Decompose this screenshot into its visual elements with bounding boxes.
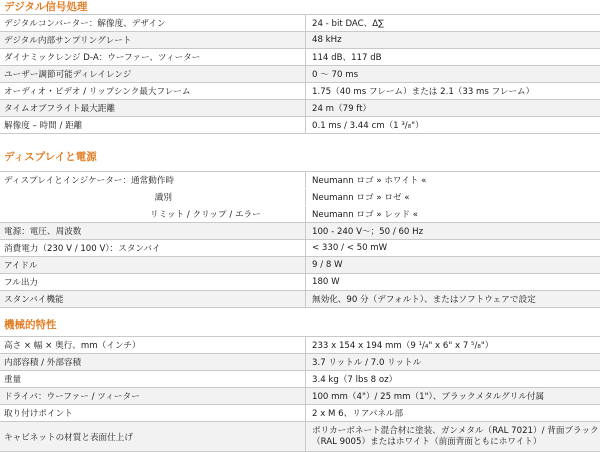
row-value: 3.4 kg（7 lbs 8 oz）: [305, 371, 600, 387]
table-row: [0, 14, 600, 31]
row-label: デジタル内部サンプリングレート: [4, 36, 132, 46]
row-label: 消費電力（230 V / 100 V）：スタンバイ: [4, 244, 161, 254]
row-value: 0.1 ms / 3.44 cm（1 ³/₈"）: [305, 117, 600, 133]
row-label: 重量: [4, 375, 22, 385]
table-row: [0, 353, 600, 370]
row-label: アイドル: [4, 261, 38, 271]
row-label: 内部容積 / 外部容積: [4, 358, 82, 368]
table-row: [0, 188, 600, 205]
row-label: ユーザー調節可能ディレイレンジ: [4, 70, 132, 80]
row-value: 48 kHz: [305, 32, 600, 48]
row-value: 9 / 8 W: [305, 257, 600, 273]
row-value: 100 mm（4"）/ 25 mm（1"）、ブラックメタルグリル付属: [305, 388, 600, 404]
spec-table: [0, 336, 600, 452]
row-value: 24 m（79 ft）: [305, 100, 600, 116]
spec-table: [0, 14, 600, 134]
row-value: 2 x M 6、リアパネル部: [305, 405, 600, 421]
row-label: リミット / クリップ / エラー: [150, 210, 261, 220]
table-row: [0, 370, 600, 387]
row-label: オーディオ・ビデオ / リップシンク最大フレーム: [4, 87, 191, 97]
table-row: [0, 171, 600, 188]
table-row: [0, 65, 600, 82]
table-row: [0, 222, 600, 239]
row-value: ポリカーボネート混合材に塗装、ガンメタル（RAL 7021）/ 背面ブラック（RAL 9005）またはホワイト（前面背面ともにホワイト）: [305, 422, 600, 451]
row-value: 0 ～ 70 ms: [305, 66, 600, 82]
table-row: [0, 273, 600, 290]
row-label: ダイナミックレンジ D-A：ウーファー、ツィーター: [4, 53, 201, 63]
row-value: 180 W: [305, 274, 600, 290]
table-row: [0, 421, 600, 452]
section-title: ディスプレイと電源: [4, 151, 97, 163]
row-label: 高さ × 幅 × 奥行、mm（インチ）: [4, 341, 141, 351]
row-label: タイムオブフライト最大距離: [4, 104, 116, 114]
row-value: Neumann ロゴ » レッド «: [305, 206, 600, 222]
table-row: [0, 290, 600, 308]
row-value: 1.75（40 ms フレーム）または 2.1（33 ms フレーム）: [305, 83, 600, 99]
table-row: [0, 205, 600, 222]
row-label: フル出力: [4, 278, 39, 288]
row-value: < 330 / < 50 mW: [305, 240, 600, 256]
table-row: [0, 116, 600, 134]
row-value: Neumann ロゴ » ロゼ «: [305, 189, 600, 205]
row-label: 取り付けポイント: [4, 409, 73, 419]
section-digital-signal-processing: [0, 0, 600, 134]
table-row: [0, 31, 600, 48]
section-display-and-power: [0, 150, 600, 308]
table-row: [0, 82, 600, 99]
table-row: [0, 48, 600, 65]
row-value: 114 dB、117 dB: [305, 49, 600, 65]
row-value: 3.7 リットル / 7.0 リットル: [305, 354, 600, 370]
row-label: ドライバ：ウーファー / ツィーター: [4, 392, 140, 402]
table-row: [0, 387, 600, 404]
table-row: [0, 256, 600, 273]
row-label: ディスプレイとインジケーター：通常動作時: [4, 176, 175, 186]
section-title: 機械的特性: [4, 319, 57, 331]
table-row: [0, 239, 600, 256]
table-row: [0, 336, 600, 353]
row-label: 電源：電圧、周波数: [4, 227, 82, 237]
table-row: [0, 404, 600, 421]
row-value: Neumann ロゴ » ホワイト «: [305, 172, 600, 188]
row-value: 100 - 240 V～；50 / 60 Hz: [305, 223, 600, 239]
table-row: [0, 99, 600, 116]
row-label: 識別: [154, 193, 172, 203]
row-label: キャビネットの材質と表面仕上げ: [4, 432, 133, 443]
section-mechanical-properties: [0, 318, 600, 452]
spec-table: [0, 171, 600, 308]
row-label: スタンバイ機能: [4, 295, 64, 305]
row-label: デジタルコンバーター：解像度、デザイン: [4, 19, 166, 29]
row-label: 解像度 – 時間 / 距離: [4, 121, 83, 131]
section-title: デジタル信号処理: [4, 1, 88, 13]
row-value: 24 - bit DAC、Δ∑: [305, 15, 600, 31]
row-value: 233 x 154 x 194 mm（9 ¹/₄" x 6" x 7 ⁵/₈"）: [305, 337, 600, 353]
row-value: 無効化、90 分（デフォルト）、またはソフトウェアで設定: [305, 291, 600, 307]
